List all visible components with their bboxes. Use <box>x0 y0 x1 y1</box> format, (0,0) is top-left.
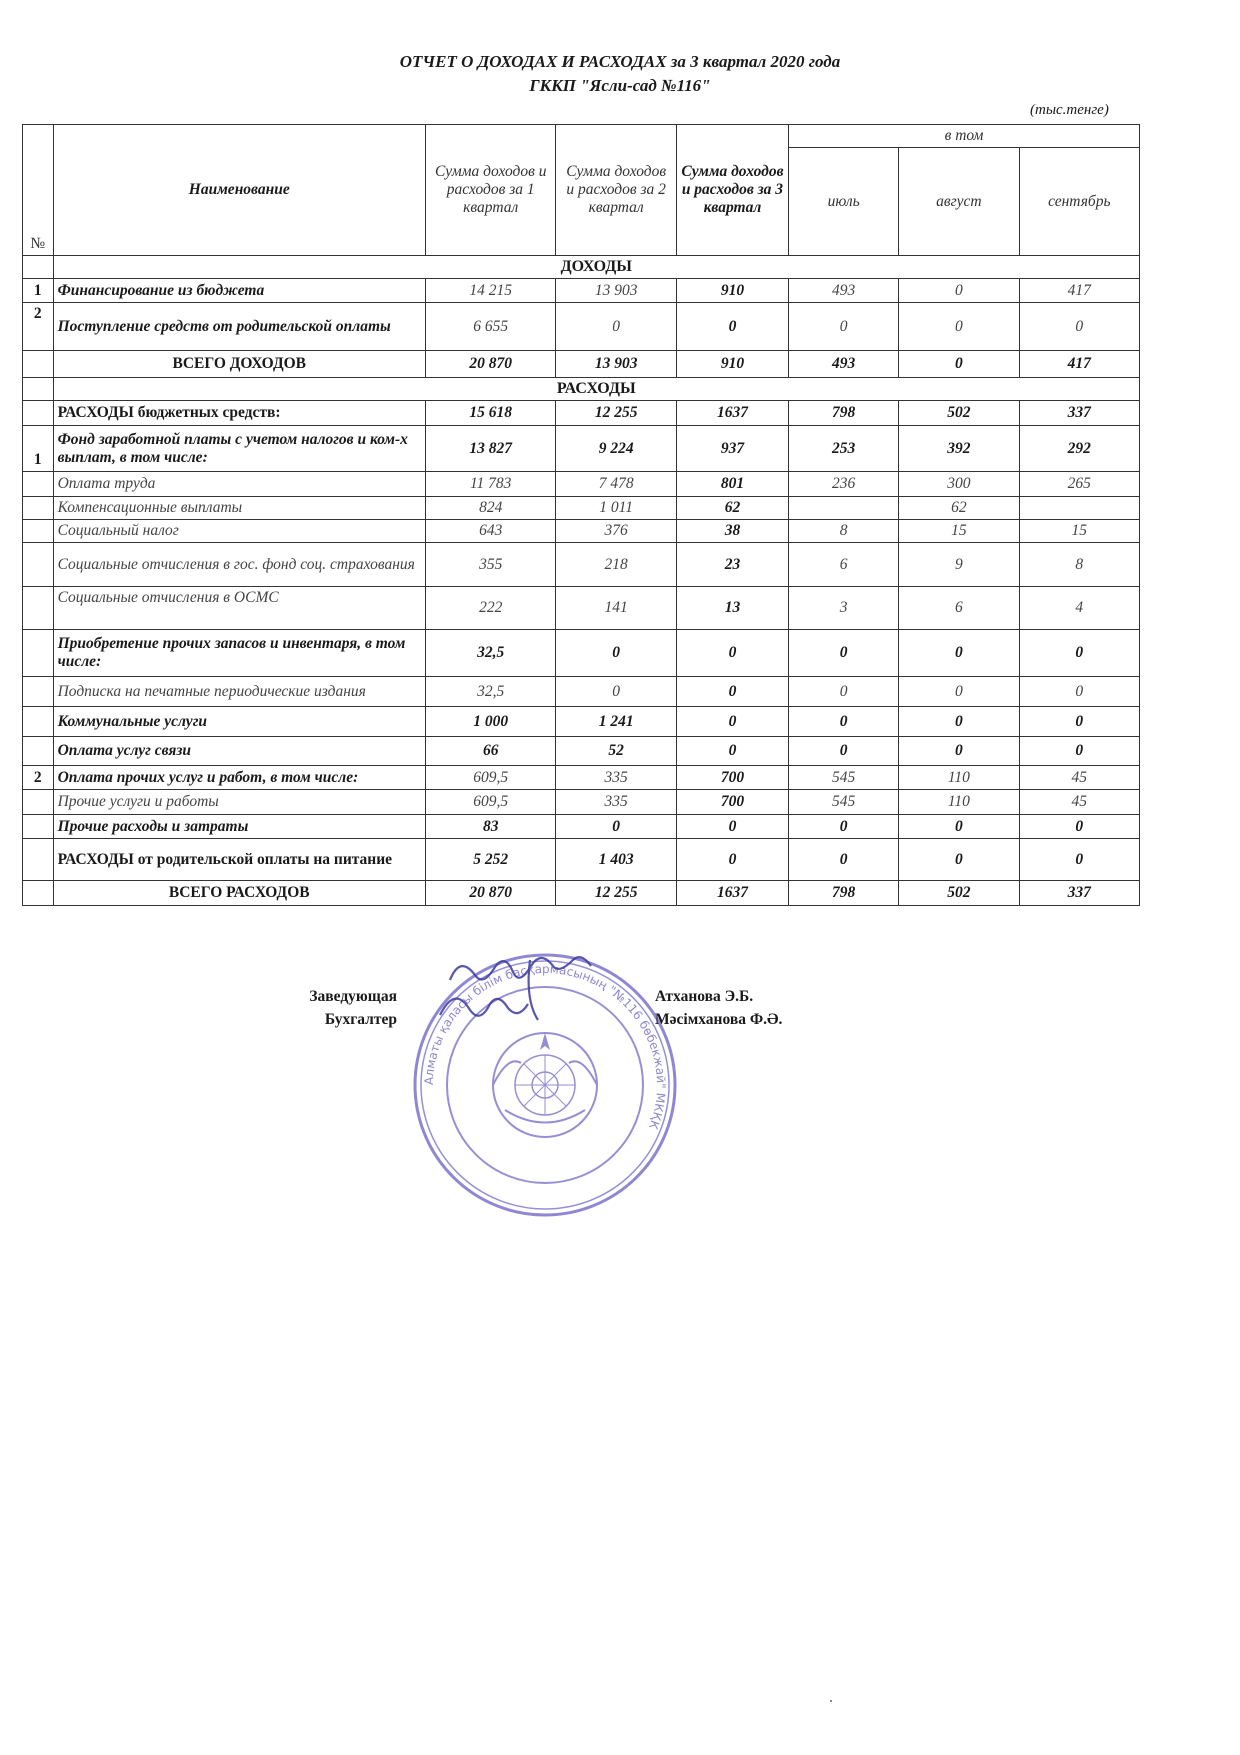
header-month-july: июль <box>789 148 899 256</box>
currency-units: (тыс.тенге) <box>1030 102 1109 118</box>
header-breakdown: в том <box>789 125 1140 148</box>
table-row: Прочие услуги и работы 609,5 335 700 545 110 45 <box>23 790 1140 815</box>
table-row: РАСХОДЫ от родительской оплаты на питание 5 252 1 403 0 0 0 0 <box>23 839 1140 881</box>
header-no: № <box>23 125 54 256</box>
header-month-september: сентябрь <box>1019 148 1139 256</box>
header-q1: Сумма доходов и расходов за 1 квартал <box>425 125 556 256</box>
name-head: Атханова Э.Б. <box>655 988 754 1005</box>
header-name: Наименование <box>53 125 425 256</box>
table-row: Приобретение прочих запасов и инвентаря, в том числе: 32,5 0 0 0 0 0 <box>23 630 1140 677</box>
role-head: Заведующая <box>309 988 397 1005</box>
table-row: Коммунальные услуги 1 000 1 241 0 0 0 0 <box>23 707 1140 737</box>
signature-names <box>655 985 782 1031</box>
section-income: ДОХОДЫ <box>53 256 1139 279</box>
expense-total-row: ВСЕГО РАСХОДОВ 20 870 12 255 1637 798 502 337 <box>23 881 1140 906</box>
name-accountant: Мәсімханова Ф.Ә. <box>655 1011 783 1028</box>
table-row: Социальные отчисления в гос. фонд соц. страхования 355 218 23 6 9 8 <box>23 543 1140 587</box>
income-expense-table <box>22 124 1140 906</box>
emblem-icon <box>493 1033 597 1137</box>
organization-name: ГККП "Ясли-сад №116" <box>529 76 711 95</box>
income-total-row: ВСЕГО ДОХОДОВ 20 870 13 903 910 493 0 417 <box>23 351 1140 378</box>
scan-speck <box>830 1700 832 1702</box>
header-month-august: август <box>899 148 1019 256</box>
table-row: Оплата труда 11 783 7 478 801 236 300 265 <box>23 472 1140 497</box>
section-expenses: РАСХОДЫ <box>53 378 1139 401</box>
signature-roles <box>277 985 397 1031</box>
table-row: 1 Фонд заработной платы с учетом налогов и ком-х выплат, в том числе: 13 827 9 224 937 253 392 292 <box>23 426 1140 472</box>
table-row: РАСХОДЫ бюджетных средств: 15 618 12 255 1637 798 502 337 <box>23 401 1140 426</box>
table-row: 2 Поступление средств от родительской оплаты 6 655 0 0 0 0 0 <box>23 303 1140 351</box>
stamp-ring-text: Алматы қаласы білім басқармасының "№116 бөбекжай" МКҚК <box>421 961 669 1132</box>
report-title: ОТЧЕТ О ДОХОДАХ И РАСХОДАХ за 3 квартал 2020 года <box>399 52 841 71</box>
header-q2: Сумма доходов и расходов за 2 квартал <box>556 125 676 256</box>
table-row: Компенсационные выплаты 824 1 011 62 62 <box>23 497 1140 520</box>
header-q3: Сумма доходов и расходов за 3 квартал <box>676 125 788 256</box>
table-row: Подписка на печатные периодические издания 32,5 0 0 0 0 0 <box>23 677 1140 707</box>
table-row: Оплата услуг связи 66 52 0 0 0 0 <box>23 737 1140 766</box>
table-row: Социальные отчисления в ОСМС 222 141 13 3 6 4 <box>23 587 1140 630</box>
official-stamp <box>410 950 680 1220</box>
table-row: 1 Финансирование из бюджета 14 215 13 903 910 493 0 417 <box>23 279 1140 303</box>
table-row: Прочие расходы и затраты 83 0 0 0 0 0 <box>23 815 1140 839</box>
role-accountant: Бухгалтер <box>324 1011 397 1028</box>
table-row: Социальный налог 643 376 38 8 15 15 <box>23 520 1140 543</box>
table-row: 2 Оплата прочих услуг и работ, в том числе: 609,5 335 700 545 110 45 <box>23 766 1140 790</box>
